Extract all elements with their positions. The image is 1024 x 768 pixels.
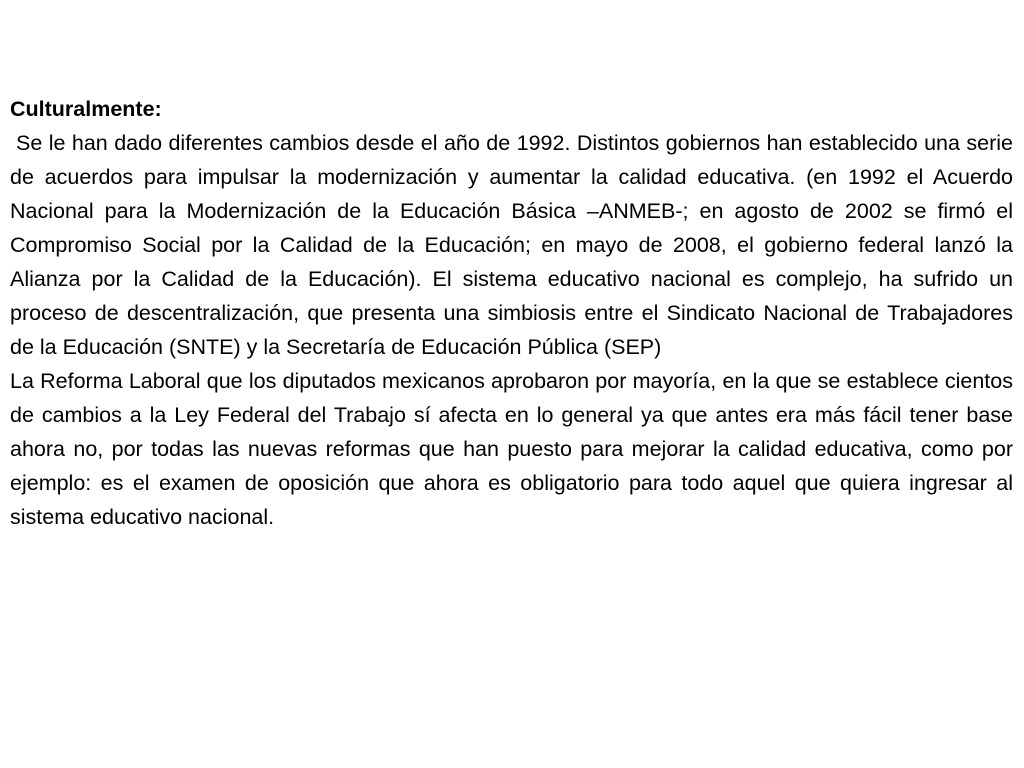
slide-content: [10, 92, 1013, 534]
paragraph-labor-reform: La Reforma Laboral que los diputados mexicanos aprobaron por mayoría, en la que se establece cientos de cambios a la Ley Federal del Trabajo sí afecta en lo general ya que antes era más fácil tener base ahora no, por todas las nuevas reformas que han puesto para mejorar la calidad educativa, como por ejemplo: es el examen de oposición que ahora es obligatorio para todo aquel que quiera ingresar al sistema educativo nacional.: [10, 369, 1013, 529]
paragraph-cultural-changes: Se le han dado diferentes cambios desde el año de 1992. Distintos gobiernos han establecido una serie de acuerdos para impulsar la modernización y aumentar la calidad educativa. (en 1992 el Acuerdo Nacional para la Modernización de la Educación Básica –ANMEB-; en agosto de 2002 se firmó el Compromiso Social por la Calidad de la Educación; en mayo de 2008, el gobierno federal lanzó la Alianza por la Calidad de la Educación). El sistema educativo nacional es complejo, ha sufrido un proceso de descentralización, que presenta una simbiosis entre el Sindicato Nacional de Trabajadores de la Educación (SNTE) y la Secretaría de Educación Pública (SEP): [10, 131, 1013, 359]
section-heading: Culturalmente:: [10, 97, 162, 121]
